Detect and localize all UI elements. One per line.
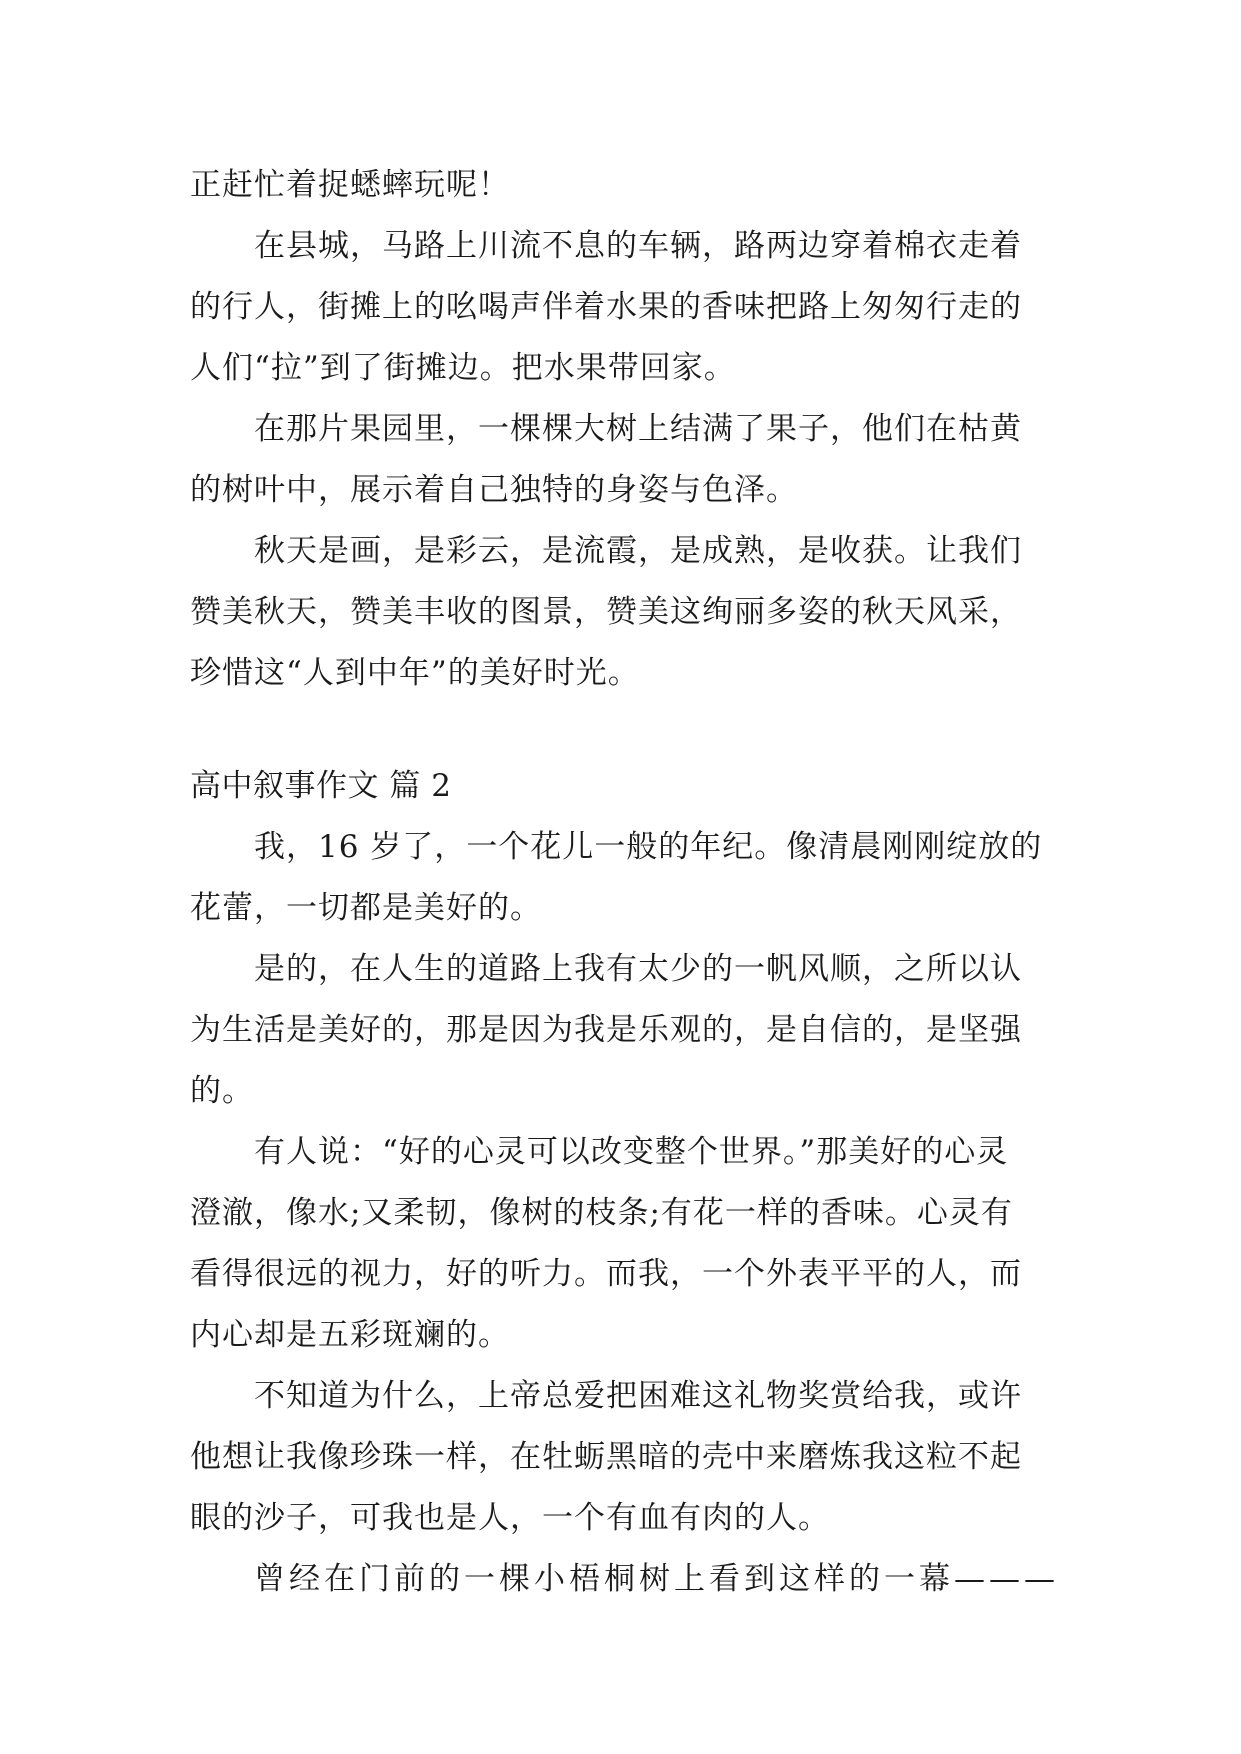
text-line: 人们“拉”到了街摊边。把水果带回家。	[190, 350, 736, 386]
text-line: 的。	[190, 1073, 254, 1109]
text-line: 正赶忙着捉蟋蟀玩呢！	[190, 167, 510, 203]
text-line: 他想让我像珍珠一样，在牡蛎黑暗的壳中来磨炼我这粒不起	[190, 1439, 1022, 1475]
text-line: 的树叶中，展示着自己独特的身姿与色泽。	[190, 472, 798, 508]
paragraph-first-line: 在县城，马路上川流不息的车辆，路两边穿着棉衣走着	[254, 228, 1022, 264]
text-line: 为生活是美好的，那是因为我是乐观的，是自信的，是坚强	[190, 1012, 1022, 1048]
text-line: 澄澈，像水;又柔韧，像树的枝条;有花一样的香味。心灵有	[190, 1195, 1013, 1231]
text-line: 眼的沙子，可我也是人，一个有血有肉的人。	[190, 1500, 830, 1536]
text-line: 看得很远的视力，好的听力。而我，一个外表平平的人，而	[190, 1256, 1022, 1292]
paragraph-first-line: 不知道为什么，上帝总爱把困难这礼物奖赏给我，或许	[254, 1378, 1022, 1414]
paragraph-first-line: 曾经在门前的一棵小梧桐树上看到这样的一幕———	[254, 1561, 1059, 1597]
paragraph-first-line: 有人说：“好的心灵可以改变整个世界。”那美好的心灵	[254, 1134, 1009, 1170]
paragraph-first-line: 秋天是画，是彩云，是流霞，是成熟，是收获。让我们	[254, 533, 1022, 569]
paragraph-first-line: 在那片果园里，一棵棵大树上结满了果子，他们在枯黄	[254, 411, 1022, 447]
paragraph-first-line: 是的，在人生的道路上我有太少的一帆风顺，之所以认	[254, 951, 1022, 987]
text-line: 的行人，街摊上的吆喝声伴着水果的香味把路上匆匆行走的	[190, 289, 1022, 325]
text-line: 内心却是五彩斑斓的。	[190, 1317, 510, 1353]
text-line: 赞美秋天，赞美丰收的图景，赞美这绚丽多姿的秋天风采，	[190, 594, 1022, 630]
text-line: 珍惜这“人到中年”的美好时光。	[190, 655, 640, 691]
text-line: 花蕾，一切都是美好的。	[190, 890, 542, 926]
paragraph-first-line: 我，16 岁了，一个花儿一般的年纪。像清晨刚刚绽放的	[254, 829, 1043, 865]
section-heading: 高中叙事作文 篇 2	[190, 768, 452, 804]
